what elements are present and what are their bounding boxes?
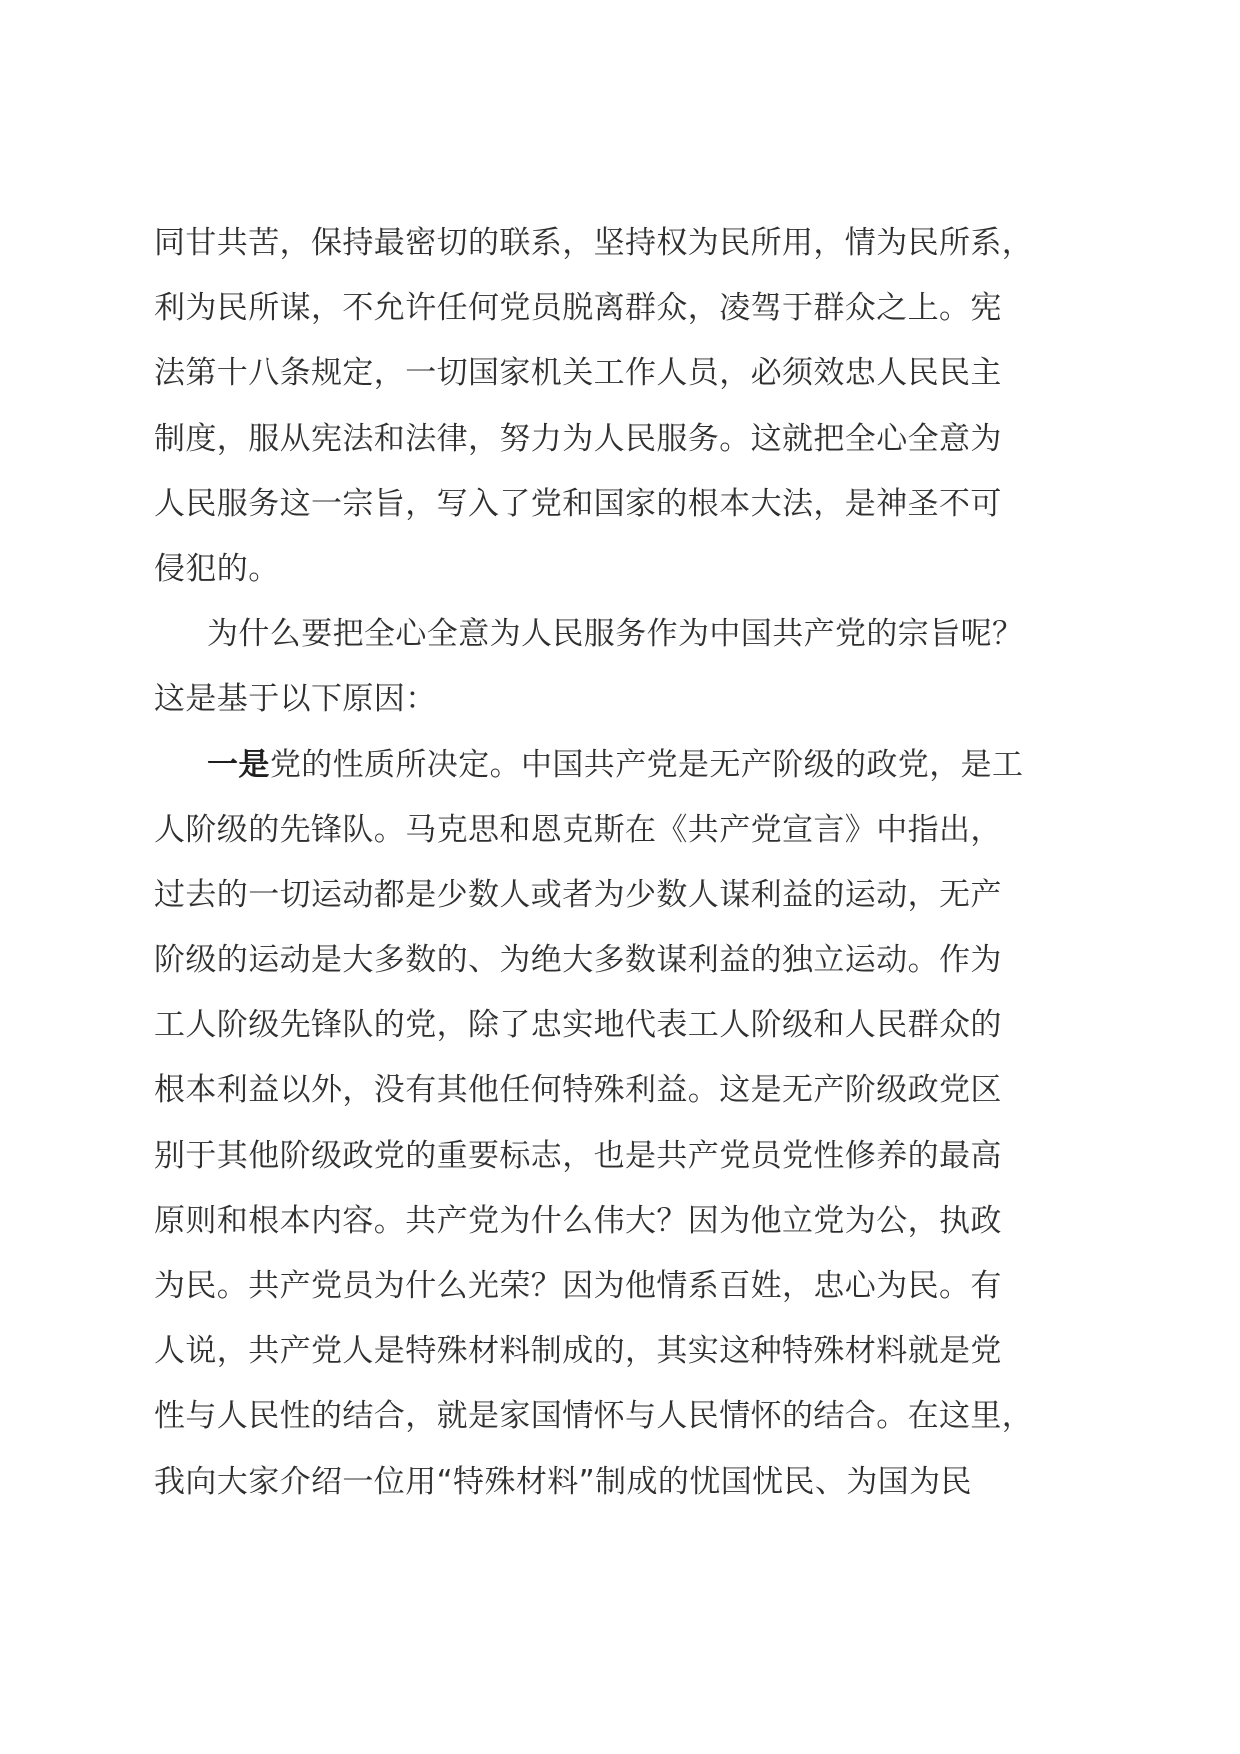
text-line: 我向大家介绍一位用“特殊材料”制成的忧国忧民、为国为民 <box>154 1463 972 1500</box>
text-line: 过去的一切运动都是少数人或者为少数人谋利益的运动，无产 <box>154 876 1002 913</box>
text-line: 阶级的运动是大多数的、为绝大多数谋利益的独立运动。作为 <box>154 942 1002 979</box>
bold-lead-text: 一是 <box>207 746 270 783</box>
text-line: 侵犯的。 <box>154 550 280 587</box>
text-line: 制度，服从宪法和法律，努力为人民服务。这就把全心全意为 <box>154 420 1002 457</box>
paragraph-start-line <box>154 733 1094 798</box>
text-line: 人阶级的先锋队。马克思和恩克斯在《共产党宣言》中指出， <box>154 811 1002 848</box>
text-line: 人说，共产党人是特殊材料制成的，其实这种特殊材料就是党 <box>154 1333 1002 1370</box>
text-line: 这是基于以下原因： <box>154 681 437 718</box>
paragraph-start-line: 为什么要把全心全意为人民服务作为中国共产党的宗旨呢？ <box>207 616 1024 653</box>
text-line: 原则和根本内容。共产党为什么伟大？因为他立党为公，执政 <box>154 1202 1002 1239</box>
text-line: 性与人民性的结合，就是家国情怀与人民情怀的结合。在这里， <box>154 1398 1034 1435</box>
text-line: 别于其他阶级政党的重要标志，也是共产党员党性修养的最高 <box>154 1137 1002 1174</box>
text-line: 人民服务这一宗旨，写入了党和国家的根本大法，是神圣不可 <box>154 485 1002 522</box>
text-line: 法第十八条规定，一切国家机关工作人员，必须效忠人民民主 <box>154 355 1002 392</box>
text-line: 工人阶级先锋队的党，除了忠实地代表工人阶级和人民群众的 <box>154 1007 1002 1044</box>
text-line: 利为民所谋，不允许任何党员脱离群众，凌驾于群众之上。宪 <box>154 290 1002 327</box>
body-text <box>154 211 1094 1515</box>
text-line: 为民。共产党员为什么光荣？因为他情系百姓，忠心为民。有 <box>154 1268 1002 1304</box>
text-line-rest: 党的性质所决定。中国共产党是无产阶级的政党，是工 <box>269 746 1024 783</box>
text-line: 同甘共苦，保持最密切的联系，坚持权为民所用，情为民所系， <box>154 225 1034 261</box>
text-line: 根本利益以外，没有其他任何特殊利益。这是无产阶级政党区 <box>154 1072 1002 1109</box>
